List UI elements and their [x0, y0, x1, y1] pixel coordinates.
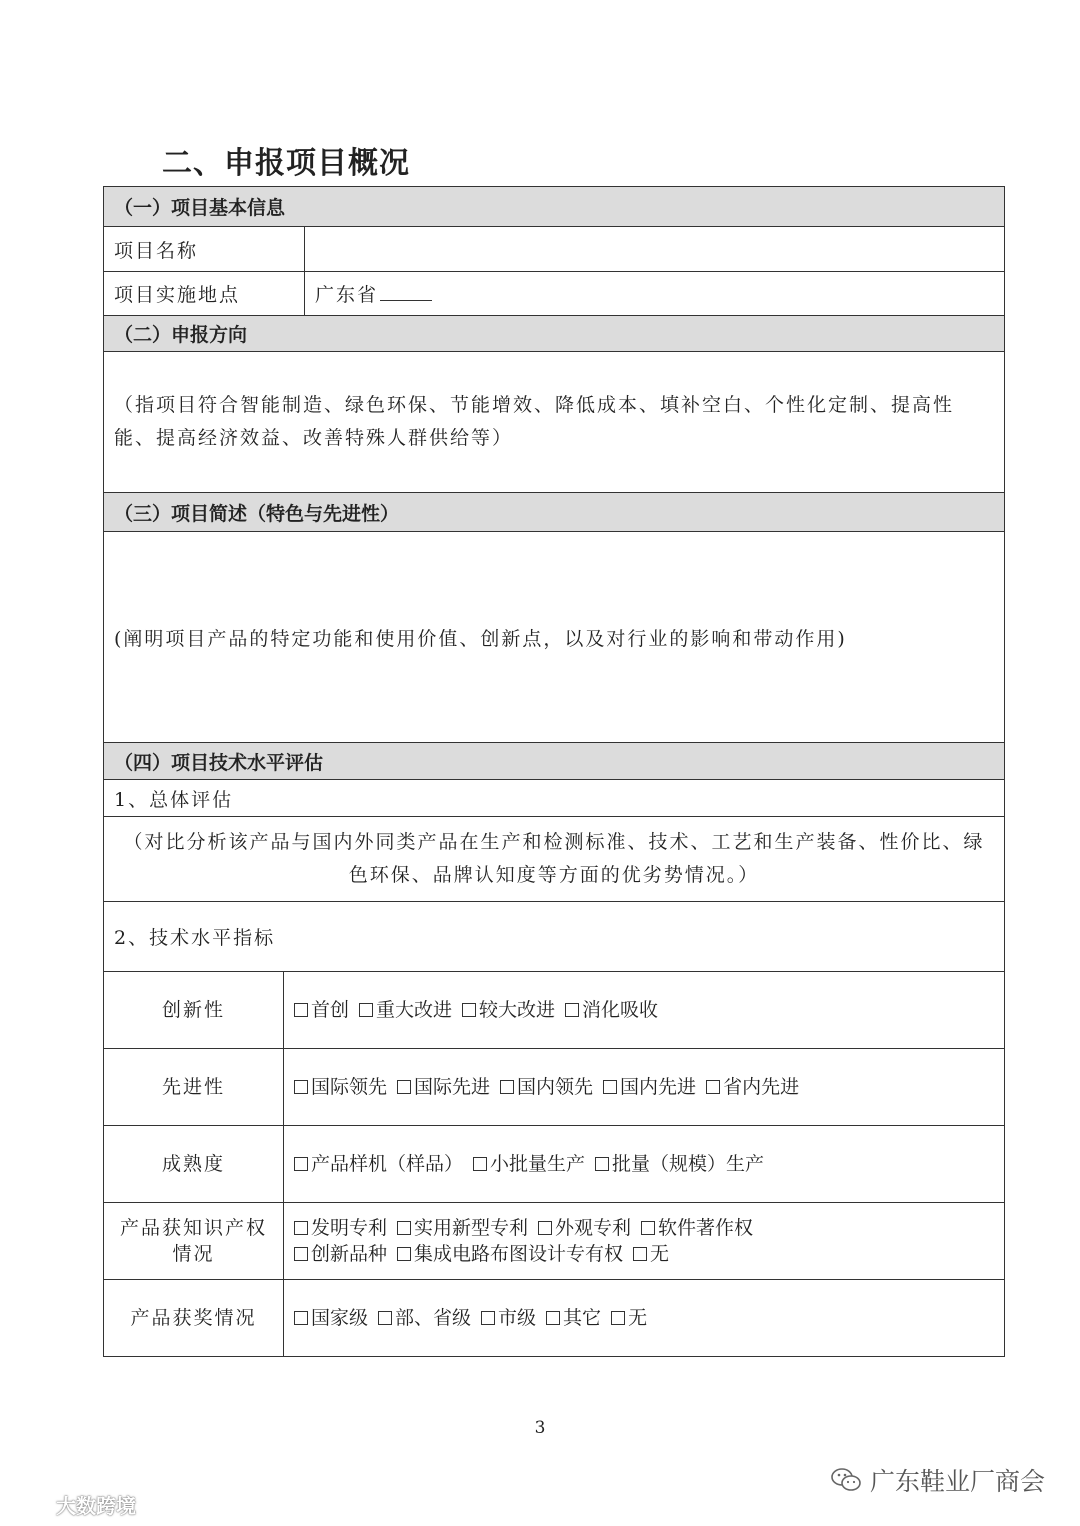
option-line — [294, 1241, 994, 1267]
checkbox-option[interactable] — [473, 1153, 585, 1175]
checkbox[interactable] — [611, 1311, 625, 1325]
checkbox-option[interactable] — [378, 1307, 471, 1329]
checkbox-option[interactable] — [294, 999, 349, 1021]
checkbox-label: 实用新型专利 — [414, 1217, 529, 1239]
indicator-row — [104, 1280, 1005, 1357]
checkbox-option[interactable] — [397, 1076, 490, 1098]
indicator-row-options — [284, 1049, 1005, 1126]
checkbox-option[interactable] — [538, 1217, 631, 1239]
watermark-left — [10, 1490, 136, 1519]
checkbox-label: 国内先进 — [620, 1076, 697, 1098]
project-name-field[interactable] — [305, 227, 1005, 272]
checkbox-label: 无 — [650, 1243, 670, 1265]
checkbox-option[interactable] — [565, 999, 658, 1021]
indicator-row-options — [284, 1280, 1005, 1357]
project-name-row — [104, 227, 1005, 272]
checkbox[interactable] — [538, 1221, 552, 1235]
checkbox-label: 无 — [628, 1307, 648, 1329]
direction-note[interactable]: （指项目符合智能制造、绿色环保、节能增效、降低成本、填补空白、个性化定制、提高性能、提高经济效益、改善特殊人群供给等） — [104, 352, 1005, 493]
indicator-row-label: 成熟度 — [104, 1126, 284, 1203]
summary-note[interactable]: (阐明项目产品的特定功能和使用价值、创新点，以及对行业的影响和带动作用) — [104, 532, 1005, 743]
option-line — [294, 1305, 994, 1331]
indicator-row-options — [284, 1126, 1005, 1203]
checkbox-label: 较大改进 — [479, 999, 556, 1021]
checkbox[interactable] — [481, 1311, 495, 1325]
checkbox-label: 集成电路布图设计专有权 — [414, 1243, 624, 1265]
overall-label: 1、总体评估 — [104, 780, 1005, 817]
application-form-table — [103, 186, 1005, 1357]
checkbox[interactable] — [462, 1003, 476, 1017]
basic-info-header-row — [104, 187, 1005, 227]
checkbox-option[interactable] — [611, 1307, 647, 1329]
checkbox-option[interactable] — [294, 1243, 387, 1265]
checkbox[interactable] — [397, 1221, 411, 1235]
watermark-right-text: 广东鞋业厂商会 — [869, 1467, 1045, 1496]
indicator-row — [104, 1126, 1005, 1203]
location-label: 项目实施地点 — [104, 272, 305, 316]
checkbox-option[interactable] — [397, 1217, 528, 1239]
checkbox-label: 软件著作权 — [658, 1217, 754, 1239]
checkbox[interactable] — [397, 1080, 411, 1094]
checkbox-option[interactable] — [481, 1307, 536, 1329]
checkbox-option[interactable] — [546, 1307, 601, 1329]
checkbox-label: 省内先进 — [723, 1076, 800, 1098]
basic-info-header: （一）项目基本信息 — [104, 187, 1005, 227]
overall-content-row — [104, 817, 1005, 902]
page-number: 3 — [534, 1418, 546, 1438]
checkbox[interactable] — [595, 1157, 609, 1171]
wechat-icon — [830, 1466, 862, 1494]
checkbox-option[interactable] — [641, 1217, 753, 1239]
checkbox[interactable] — [294, 1080, 308, 1094]
checkbox-option[interactable] — [595, 1153, 764, 1175]
indicator-row — [104, 1203, 1005, 1280]
summary-header: （三）项目简述（特色与先进性） — [104, 493, 1005, 532]
summary-header-row — [104, 493, 1005, 532]
watermark-right — [830, 1462, 1045, 1498]
checkbox-label: 市级 — [498, 1307, 537, 1329]
checkbox[interactable] — [633, 1247, 647, 1261]
checkbox-option[interactable] — [633, 1243, 669, 1265]
option-line — [294, 1151, 994, 1177]
checkbox[interactable] — [706, 1080, 720, 1094]
checkbox-option[interactable] — [462, 999, 555, 1021]
checkbox-option[interactable] — [359, 999, 452, 1021]
checkbox-label: 发明专利 — [311, 1217, 388, 1239]
checkbox[interactable] — [294, 1157, 308, 1171]
option-line — [294, 997, 994, 1023]
checkbox-label: 首创 — [311, 999, 350, 1021]
indicator-rows — [104, 972, 1005, 1357]
indicator-row-label: 创新性 — [104, 972, 284, 1049]
indicator-row-options — [284, 1203, 1005, 1280]
checkbox[interactable] — [641, 1221, 655, 1235]
location-row — [104, 272, 1005, 316]
overall-label-row — [104, 780, 1005, 817]
location-value: 广东省 — [315, 284, 379, 306]
checkbox-option[interactable] — [294, 1307, 368, 1329]
checkbox-label: 外观专利 — [555, 1217, 632, 1239]
checkbox[interactable] — [294, 1247, 308, 1261]
logo-icon — [10, 1493, 52, 1517]
option-line — [294, 1074, 994, 1100]
checkbox[interactable] — [294, 1311, 308, 1325]
indicator-row-label: 先进性 — [104, 1049, 284, 1126]
direction-header: （二）申报方向 — [104, 316, 1005, 352]
indicator-row-options — [284, 972, 1005, 1049]
checkbox-option[interactable] — [397, 1243, 623, 1265]
checkbox-label: 国家级 — [311, 1307, 369, 1329]
option-line — [294, 1215, 994, 1241]
checkbox[interactable] — [473, 1157, 487, 1171]
overall-note[interactable]: （对比分析该产品与国内外同类产品在生产和检测标准、技术、工艺和生产装备、性价比、绿色环保、品牌认知度等方面的优劣势情况。） — [104, 817, 1005, 902]
checkbox[interactable] — [546, 1311, 560, 1325]
checkbox-label: 小批量生产 — [490, 1153, 586, 1175]
indicator-row — [104, 972, 1005, 1049]
checkbox[interactable] — [294, 1003, 308, 1017]
tech-header-row — [104, 743, 1005, 780]
tech-header: （四）项目技术水平评估 — [104, 743, 1005, 780]
checkbox[interactable] — [500, 1080, 514, 1094]
indicator-row-label: 产品获奖情况 — [104, 1280, 284, 1357]
checkbox[interactable] — [603, 1080, 617, 1094]
checkbox-option[interactable] — [294, 1217, 387, 1239]
checkbox[interactable] — [294, 1221, 308, 1235]
checkbox-option[interactable] — [500, 1076, 593, 1098]
checkbox[interactable] — [378, 1311, 392, 1325]
checkbox-label: 产品样机（样品） — [311, 1153, 464, 1175]
direction-header-row — [104, 316, 1005, 352]
checkbox-label: 其它 — [563, 1307, 602, 1329]
indicator-label: 2、技术水平指标 — [104, 902, 1005, 972]
checkbox-label: 部、省级 — [395, 1307, 472, 1329]
indicator-row — [104, 1049, 1005, 1126]
checkbox-option[interactable] — [603, 1076, 696, 1098]
summary-content-row — [104, 532, 1005, 743]
direction-content-row — [104, 352, 1005, 493]
checkbox-option[interactable] — [294, 1076, 387, 1098]
checkbox-label: 国际领先 — [311, 1076, 388, 1098]
watermark-left-text: 大数跨境 — [56, 1494, 136, 1518]
checkbox-label: 国际先进 — [414, 1076, 491, 1098]
project-name-label: 项目名称 — [104, 227, 305, 272]
checkbox[interactable] — [359, 1003, 373, 1017]
city-blank[interactable] — [380, 282, 432, 301]
checkbox-label: 消化吸收 — [582, 999, 659, 1021]
checkbox-option[interactable] — [294, 1153, 463, 1175]
section-title: 二、申报项目概况 — [162, 146, 410, 181]
checkbox-label: 创新品种 — [311, 1243, 388, 1265]
indicator-row-label: 产品获知识产权情况 — [104, 1203, 284, 1280]
checkbox[interactable] — [397, 1247, 411, 1261]
checkbox-label: 批量（规模）生产 — [612, 1153, 765, 1175]
location-field[interactable] — [305, 272, 1005, 316]
checkbox-label: 国内领先 — [517, 1076, 594, 1098]
checkbox-option[interactable] — [706, 1076, 799, 1098]
indicator-label-row — [104, 902, 1005, 972]
checkbox[interactable] — [565, 1003, 579, 1017]
checkbox-label: 重大改进 — [376, 999, 453, 1021]
